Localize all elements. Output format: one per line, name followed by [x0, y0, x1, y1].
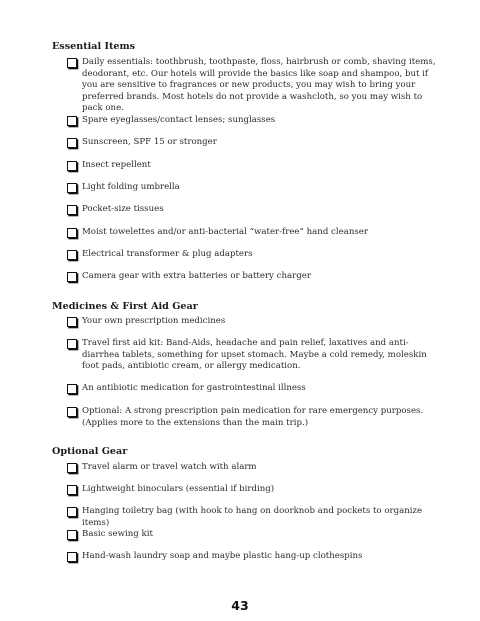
checkbox[interactable]: [67, 161, 77, 171]
checkbox[interactable]: [67, 272, 77, 282]
checkbox[interactable]: [67, 250, 77, 260]
item-text: An antibiotic medication for gastrointestinal illness: [82, 383, 306, 393]
checkbox[interactable]: [67, 552, 77, 562]
item-text: Travel alarm or travel watch with alarm: [82, 462, 257, 472]
item-text: Daily essentials: toothbrush, toothpaste, floss, hairbrush or comb, shaving items, deodorant, etc. Our hotels will provide the basics like soap and shampoo, but if you are sensitive to fragrances or new products, you may wish to bring your preferred brands. Most hotels do not provide a washcloth, so you may wish to pack one.: [82, 57, 436, 114]
section-title-optional-gear: Optional Gear: [52, 446, 128, 457]
checkbox[interactable]: [67, 205, 77, 215]
item-text: Optional: A strong prescription pain medication for rare emergency purposes. (Applies more to the extensions than the main trip.): [82, 406, 424, 428]
item-text: Hand-wash laundry soap and maybe plastic hang-up clothespins: [82, 551, 363, 561]
checkbox[interactable]: [67, 485, 77, 495]
item-text: Sunscreen, SPF 15 or stronger: [82, 137, 217, 147]
item-text: Your own prescription medicines: [82, 316, 226, 326]
item-text: Pocket-size tissues: [82, 204, 164, 214]
checkbox[interactable]: [67, 463, 77, 473]
item-text: Travel first aid kit: Band-Aids, headache and pain relief, laxatives and anti-diarrhea tablets, something for upset stomach. Maybe a cold remedy, moleskin foot pads, antibiotic cream, or allergy medication.: [82, 338, 427, 372]
item-text: Moist towelettes and/or anti-bacterial “water-free” hand cleanser: [82, 227, 368, 237]
checkbox[interactable]: [67, 530, 77, 540]
item-text: Basic sewing kit: [82, 529, 153, 539]
item-text: Light folding umbrella: [82, 182, 180, 192]
item-text: Lightweight binoculars (essential if birding): [82, 484, 275, 494]
checkbox[interactable]: [67, 339, 77, 349]
item-text: Hanging toiletry bag (with hook to hang on doorknob and pockets to organize items): [82, 506, 423, 528]
checkbox[interactable]: [67, 317, 77, 327]
section-title-essential-items: Essential Items: [52, 41, 136, 52]
checkbox[interactable]: [67, 384, 77, 394]
checkbox[interactable]: [67, 407, 77, 417]
section-title-medicines: Medicines & First Aid Gear: [52, 301, 198, 312]
checkbox[interactable]: [67, 507, 77, 517]
item-text: Electrical transformer & plug adapters: [82, 249, 253, 259]
item-text: Camera gear with extra batteries or battery charger: [82, 271, 311, 281]
checkbox[interactable]: [67, 228, 77, 238]
item-text: Insect repellent: [82, 160, 151, 170]
checkbox[interactable]: [67, 183, 77, 193]
page-number: 43: [231, 598, 249, 613]
checkbox[interactable]: [67, 138, 77, 148]
item-text: Spare eyeglasses/contact lenses; sunglasses: [82, 115, 276, 125]
checkbox[interactable]: [67, 116, 77, 126]
checkbox[interactable]: [67, 58, 77, 68]
